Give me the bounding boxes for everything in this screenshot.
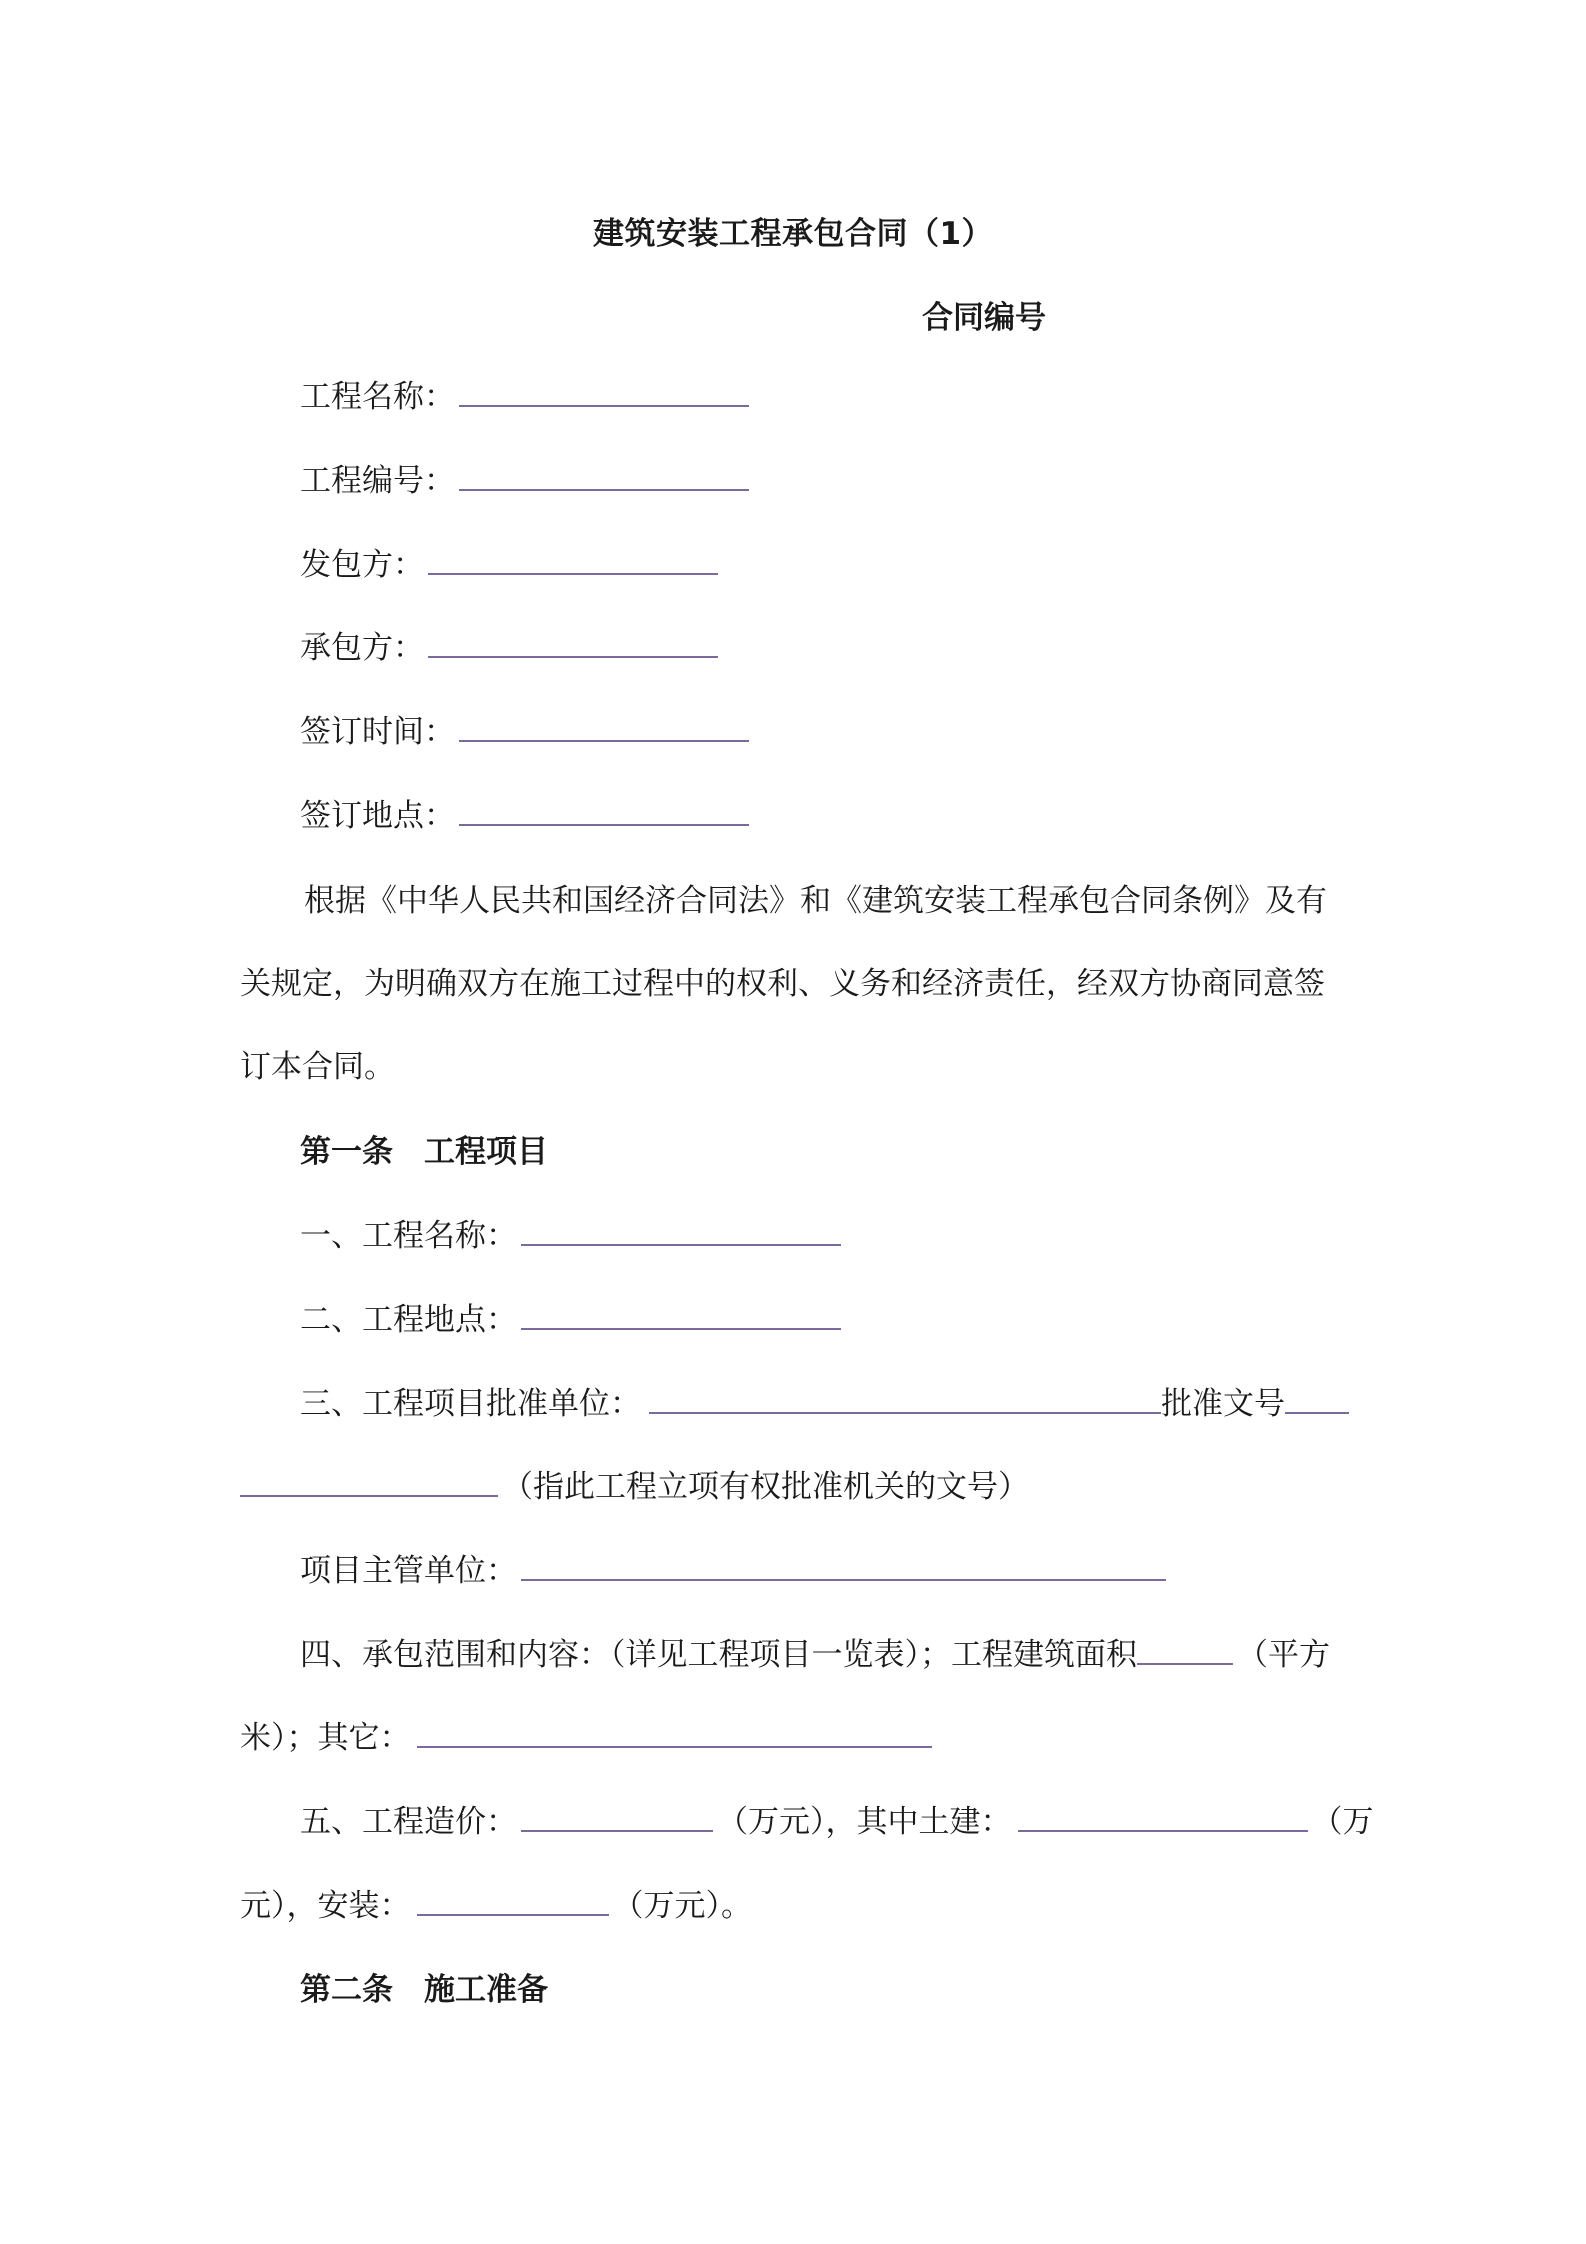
preamble-paragraph: 根据《中华人民共和国经济合同法》和《建筑安装工程承包合同条例》及有关规定，为明确双方在施工过程中的权利、义务和经济责任，经双方协商同意签订本合同。	[240, 883, 1327, 1085]
field-label: 承包方：	[300, 630, 424, 666]
blank-line	[417, 1718, 932, 1748]
field-project-no	[300, 461, 749, 501]
blank-line	[459, 461, 749, 491]
blank-line	[240, 1467, 498, 1497]
item-text: （万	[1311, 1804, 1374, 1840]
item-text: 元），安装：	[240, 1888, 411, 1924]
article-1-item-3	[300, 1384, 1349, 1424]
field-label: 发包方：	[300, 547, 424, 583]
blank-line	[649, 1384, 1161, 1414]
field-project-name	[300, 377, 749, 417]
blank-line	[459, 377, 749, 407]
item-label: 项目主管单位：	[300, 1553, 517, 1589]
blank-line	[1285, 1384, 1349, 1414]
article-2-heading: 第二条 施工准备	[300, 1972, 548, 2008]
field-employer	[300, 545, 718, 585]
item-text: （万元）。	[612, 1888, 752, 1924]
article-1-item-5-cont	[240, 1886, 752, 1926]
item-text: 五、工程造价：	[300, 1804, 517, 1840]
field-sign-date	[300, 712, 749, 752]
item-text: 米）；其它：	[240, 1720, 411, 1756]
document-title: 建筑安装工程承包合同（1）	[592, 216, 994, 252]
field-label: 签订地点：	[300, 798, 455, 834]
article-1-item-5	[300, 1802, 1374, 1842]
field-label: 签订时间：	[300, 714, 455, 750]
blank-line	[521, 1300, 841, 1330]
blank-line	[521, 1216, 841, 1246]
blank-line	[459, 796, 749, 826]
blank-line	[428, 628, 718, 658]
supervisor-unit	[300, 1551, 1166, 1591]
blank-line	[417, 1886, 609, 1916]
approval-doc-label: 批准文号	[1161, 1386, 1285, 1422]
blank-line	[1018, 1802, 1308, 1832]
item-text: （平方	[1237, 1637, 1330, 1673]
article-1-item-3-note	[240, 1467, 1029, 1507]
field-contractor	[300, 628, 718, 668]
item-label: 一、工程名称：	[300, 1218, 517, 1254]
item-label: 三、工程项目批准单位：	[300, 1386, 641, 1422]
field-label: 工程编号：	[300, 463, 455, 499]
field-label: 工程名称：	[300, 379, 455, 415]
blank-line	[428, 545, 718, 575]
article-1-item-1	[300, 1216, 841, 1256]
blank-line	[521, 1802, 713, 1832]
item-text: （万元），其中土建：	[717, 1804, 1012, 1840]
item-text: 四、承包范围和内容：（详见工程项目一览表）；工程建筑面积	[300, 1637, 1137, 1673]
note-text: （指此工程立项有权批准机关的文号）	[502, 1469, 1029, 1505]
article-1-item-4-cont	[240, 1718, 932, 1758]
article-1-heading: 第一条 工程项目	[300, 1134, 548, 1170]
blank-line	[1137, 1635, 1233, 1665]
contract-number-label: 合同编号	[922, 300, 1046, 336]
blank-line	[459, 712, 749, 742]
field-sign-place	[300, 796, 749, 836]
article-1-item-4	[300, 1635, 1330, 1675]
item-label: 二、工程地点：	[300, 1302, 517, 1338]
blank-line	[521, 1551, 1166, 1581]
article-1-item-2	[300, 1300, 841, 1340]
